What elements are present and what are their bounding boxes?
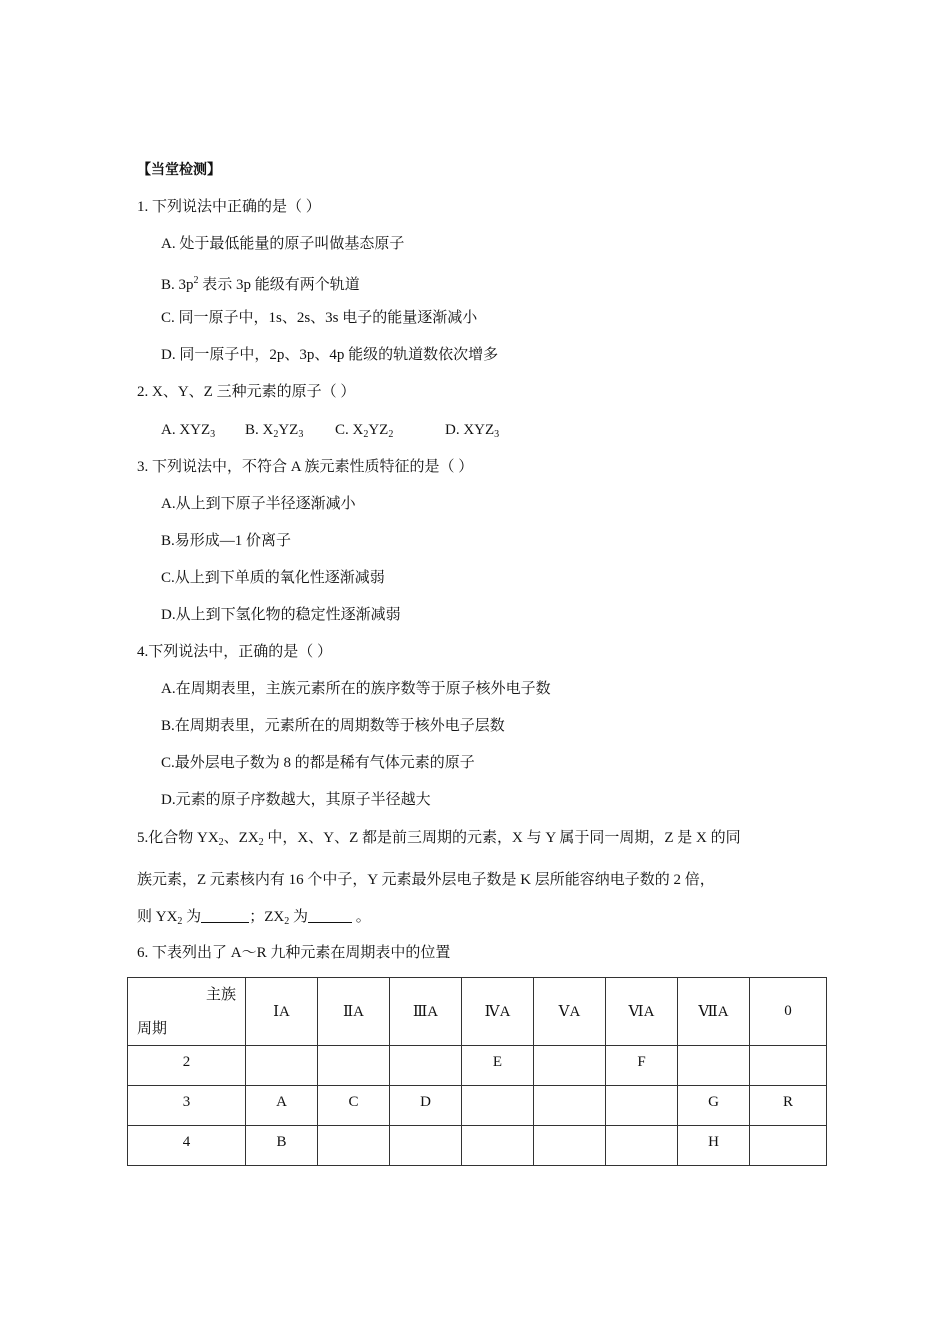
table-row (128, 1126, 827, 1166)
group-header: ⅣA (462, 978, 534, 1046)
element-cell (678, 1046, 750, 1086)
group-header: ⅡA (318, 978, 390, 1046)
element-cell (750, 1046, 827, 1086)
element-cell (534, 1086, 606, 1126)
period-label: 2 (128, 1046, 246, 1086)
corner-label-group: 主族 (205, 987, 236, 1003)
group-header: ⅢA (390, 978, 462, 1046)
element-cell (390, 1126, 462, 1166)
question-3-option-a: A.从上到下原子半径逐渐减小 (161, 496, 356, 512)
question-5-line-1: 5.化合物 $YX_2$、$ZX_2$ 中，X、Y、Z 都是前三周期的元素，X 与 Y 属于同一周期，Z 是 X 的同 (137, 830, 741, 848)
question-4-option-a: A.在周期表里，主族元素所在的族序数等于原子核外电子数 (161, 681, 551, 697)
element-cell (390, 1046, 462, 1086)
answer-blank-yx2[interactable] (201, 908, 249, 923)
element-cell: B (246, 1126, 318, 1166)
question-2-option-b: B. $X_2YZ_3$ (245, 422, 304, 440)
element-cell: A (246, 1086, 318, 1126)
section-heading: 【当堂检测】 (137, 162, 221, 178)
element-cell: R (750, 1086, 827, 1126)
element-cell (246, 1046, 318, 1086)
period-label: 3 (128, 1086, 246, 1126)
question-1-option-c: C. 同一原子中，1s、2s、3s 电子的能量逐渐减小 (161, 310, 478, 326)
table-row (128, 1046, 827, 1086)
element-cell (318, 1126, 390, 1166)
element-cell: H (678, 1126, 750, 1166)
question-3-option-b: B.易形成—1 价离子 (161, 533, 292, 549)
element-cell (606, 1126, 678, 1166)
corner-label-period: 周期 (137, 1021, 168, 1037)
question-4-option-b: B.在周期表里，元素所在的周期数等于核外电子层数 (161, 718, 505, 734)
element-cell (462, 1126, 534, 1166)
element-cell: F (606, 1046, 678, 1086)
element-cell: C (318, 1086, 390, 1126)
table-row (128, 1086, 827, 1126)
question-5-line-3: 则 $YX_2$ 为 ；$ZX_2$ 为 。 (137, 909, 371, 927)
element-cell (318, 1046, 390, 1086)
element-cell: G (678, 1086, 750, 1126)
periodic-table (127, 977, 827, 1166)
question-1-option-a: A. 处于最低能量的原子叫做基态原子 (161, 236, 405, 252)
question-1-stem: 1. 下列说法中正确的是（ ） (137, 199, 321, 215)
element-cell (534, 1126, 606, 1166)
question-4-option-d: D.元素的原子序数越大，其原子半径越大 (161, 792, 431, 808)
element-cell (534, 1046, 606, 1086)
group-header: ⅤA (534, 978, 606, 1046)
question-3-option-d: D.从上到下氢化物的稳定性逐渐减弱 (161, 607, 401, 623)
group-header: ⅠA (246, 978, 318, 1046)
question-2-option-c: C. $X_2YZ_2$ (335, 422, 394, 440)
element-cell: D (390, 1086, 462, 1126)
question-5-line-2: 族元素，Z 元素核内有 16 个中子，Y 元素最外层电子数是 K 层所能容纳电子数的 2 倍， (137, 872, 715, 888)
group-header: 0 (750, 978, 827, 1046)
period-label: 4 (128, 1126, 246, 1166)
element-cell (606, 1086, 678, 1126)
element-cell (462, 1086, 534, 1126)
question-2-option-a: A. $XYZ_3$ (161, 422, 216, 440)
question-6-stem: 6. 下表列出了 A～R 九种元素在周期表中的位置 (137, 945, 451, 961)
question-4-option-c: C.最外层电子数为 8 的都是稀有气体元素的原子 (161, 755, 475, 771)
question-3-option-c: C.从上到下单质的氧化性逐渐减弱 (161, 570, 385, 586)
group-header: ⅥA (606, 978, 678, 1046)
question-3-stem: 3. 下列说法中，不符合 A 族元素性质特征的是（ ） (137, 459, 474, 475)
answer-blank-zx2[interactable] (308, 908, 352, 923)
question-2-stem: 2. X、Y、Z 三种元素的原子（ ） (137, 384, 356, 400)
question-1-option-b: B. $3p^2$ 表示 3p 能级有两个轨道 (161, 275, 360, 293)
group-header: ⅦA (678, 978, 750, 1046)
element-cell (750, 1126, 827, 1166)
question-4-stem: 4.下列说法中，正确的是（ ） (137, 644, 333, 660)
element-cell: E (462, 1046, 534, 1086)
question-2-option-d: D. $XYZ_3$ (445, 422, 500, 440)
table-corner-cell (128, 978, 246, 1046)
question-1-option-d: D. 同一原子中，2p、3p、4p 能级的轨道数依次增多 (161, 347, 499, 363)
